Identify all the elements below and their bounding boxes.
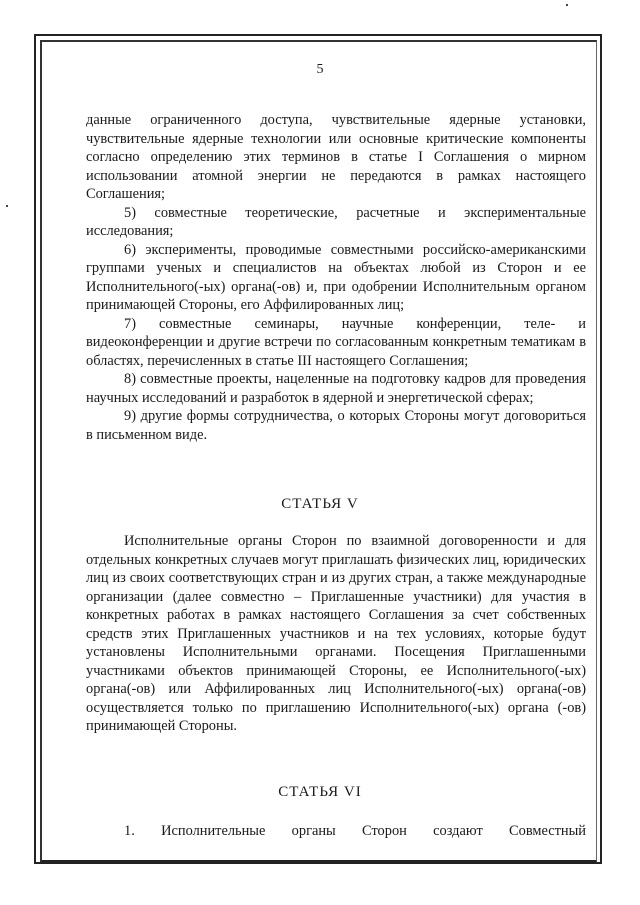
list-item: 5) совместные теоретические, расчетные и экспериментальные исследования; bbox=[86, 204, 586, 239]
list-item: 6) эксперименты, проводимые совместными российско-американскими группами ученых и специалистов на объектах любой из Сторон и ее Исполнительного(-ых) органа(-ов) и, при одобрении Исполнительным органом принимающей Стороны, его Аффилированных лиц; bbox=[86, 241, 586, 313]
article-vi-first-line: 1. Исполнительные органы Сторон создают Совместный bbox=[124, 823, 586, 839]
article-vi-heading: СТАТЬЯ VI bbox=[278, 784, 362, 800]
continuation-paragraph: данные ограниченного доступа, чувствительные ядерные установки, чувствительные ядерные технологии или основные критические компоненты согласно определению этих терминов в статье I Соглашения о мирном использовании атомной энергии не передаются в рамках настоящего Соглашения; bbox=[86, 112, 586, 202]
list-item: 8) совместные проекты, нацеленные на подготовку кадров для проведения научных исследований и разработок в ядерной и энергетической сферах; bbox=[86, 371, 586, 406]
scan-speck bbox=[6, 205, 8, 207]
scan-speck bbox=[566, 4, 568, 6]
article-v-body bbox=[86, 532, 586, 736]
list-item: 7) совместные семинары, научные конференции, теле- и видеоконференции и другие встречи по согласованным конкретным тематикам в областях, перечисленных в статье III настоящего Соглашения; bbox=[86, 315, 586, 369]
article-vi-body bbox=[86, 822, 586, 841]
article-v-paragraph: Исполнительные органы Сторон по взаимной договоренности и для отдельных конкретных случаев могут приглашать физических лиц, юридических лиц из своих соответствующих стран и из других стран, а также международные организации (далее совместно – Приглашенные участники) для участия в конкретных работах в рамках настоящего Соглашения за счет собственных средств этих Приглашенных участников и на тех условиях, которые будут установлены Исполнительными органами. Посещения Приглашенными участниками объектов принимающей Стороны, ее Исполнительного(-ых) органа(-ов) или Аффилированных лиц Исполнительного(-ых) органа(-ов) осуществляется только по приглашению Исполнительного(-ых) органа (-ов) принимающей Стороны. bbox=[86, 533, 586, 734]
document-body bbox=[86, 111, 586, 444]
article-v-heading: СТАТЬЯ V bbox=[281, 496, 359, 512]
list-item: 9) другие формы сотрудничества, о которых Стороны могут договориться в письменном виде. bbox=[86, 408, 586, 443]
page-number: 5 bbox=[316, 62, 324, 77]
